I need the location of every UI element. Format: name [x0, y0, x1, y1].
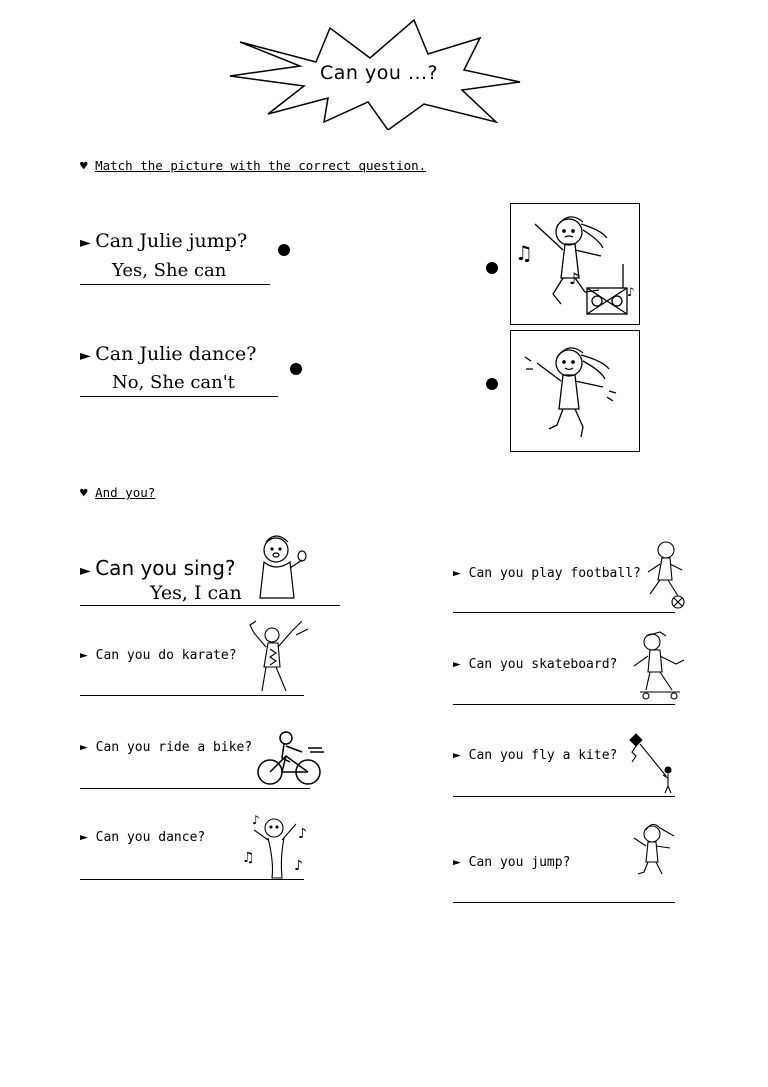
match-answer-1: Yes, She can [112, 260, 227, 281]
picture-julie-jump [510, 330, 640, 452]
question-kite [453, 748, 617, 763]
match-question-2 [80, 343, 256, 365]
svg-text:♫: ♫ [515, 241, 533, 265]
picture-julie-dance [510, 203, 640, 325]
triangle-bullet-icon: ► [453, 566, 469, 581]
instruction-and-you [80, 485, 155, 500]
match-question-1 [80, 230, 247, 252]
example-question [80, 556, 236, 580]
instruction-match [80, 158, 426, 173]
triangle-bullet-icon: ► [80, 235, 96, 251]
match-dot-question-1[interactable] [278, 244, 290, 256]
svg-text:♪: ♪ [294, 858, 303, 874]
question-bike [80, 740, 252, 755]
jump-drawing [624, 818, 684, 884]
svg-text:♪: ♪ [298, 826, 307, 842]
triangle-bullet-icon: ► [453, 657, 469, 672]
question-skateboard [453, 657, 617, 672]
and-you-text: And you? [95, 485, 156, 500]
question-skateboard-text: Can you skateboard? [468, 657, 618, 672]
svg-text:♪: ♪ [627, 285, 635, 299]
answer-line-football[interactable] [453, 612, 675, 613]
instruction-text: Match the picture with the correct question. [95, 158, 427, 173]
triangle-bullet-icon: ► [80, 648, 96, 663]
question-football-text: Can you play football? [468, 566, 641, 581]
triangle-bullet-icon: ► [80, 830, 96, 845]
example-answer-line[interactable] [80, 605, 340, 606]
answer-line-bike[interactable] [80, 788, 310, 789]
answer-line-1[interactable] [80, 284, 270, 285]
question-jump [453, 855, 570, 870]
triangle-bullet-icon: ► [80, 740, 96, 755]
bike-drawing [256, 728, 326, 788]
match-answer-2: No, She can't [112, 372, 235, 393]
page-title: Can you ...? [320, 62, 439, 84]
boy-singing-drawing [254, 532, 310, 602]
example-question-text: Can you sing? [95, 556, 236, 580]
question-jump-text: Can you jump? [468, 855, 571, 870]
answer-line-skateboard[interactable] [453, 704, 675, 705]
svg-text:♫: ♫ [242, 850, 255, 866]
question-karate [80, 648, 237, 663]
triangle-bullet-icon: ► [80, 348, 96, 364]
match-question-1-text: Can Julie jump? [95, 230, 248, 252]
example-answer: Yes, I can [150, 582, 242, 604]
music-note-icon [515, 241, 635, 299]
julie-dance-drawing [511, 204, 639, 324]
match-dot-picture-1[interactable] [486, 262, 498, 274]
answer-line-kite[interactable] [453, 796, 675, 797]
skateboard-drawing [628, 628, 692, 704]
heart-bullet-icon: ♥ [80, 485, 96, 500]
match-question-2-text: Can Julie dance? [95, 343, 257, 365]
question-kite-text: Can you fly a kite? [468, 748, 618, 763]
karate-drawing [246, 615, 310, 695]
svg-text:♪: ♪ [569, 269, 580, 288]
dance-drawing [236, 808, 316, 882]
match-dot-picture-2[interactable] [486, 378, 498, 390]
julie-jump-drawing [511, 331, 639, 451]
question-dance-text: Can you dance? [95, 830, 206, 845]
answer-line-karate[interactable] [80, 695, 304, 696]
question-dance [80, 830, 205, 845]
kite-drawing [620, 730, 680, 794]
triangle-bullet-icon: ► [453, 855, 469, 870]
answer-line-jump[interactable] [453, 902, 675, 903]
answer-line-2[interactable] [80, 396, 278, 397]
match-dot-question-2[interactable] [290, 363, 302, 375]
music-note-icon [242, 813, 307, 874]
question-bike-text: Can you ride a bike? [95, 740, 253, 755]
triangle-bullet-icon: ► [453, 748, 469, 763]
triangle-bullet-icon: ► [80, 563, 96, 579]
heart-bullet-icon: ♥ [80, 158, 96, 173]
question-karate-text: Can you do karate? [95, 648, 237, 663]
svg-text:♪: ♪ [252, 813, 260, 827]
question-football [453, 566, 641, 581]
football-drawing [638, 536, 698, 612]
